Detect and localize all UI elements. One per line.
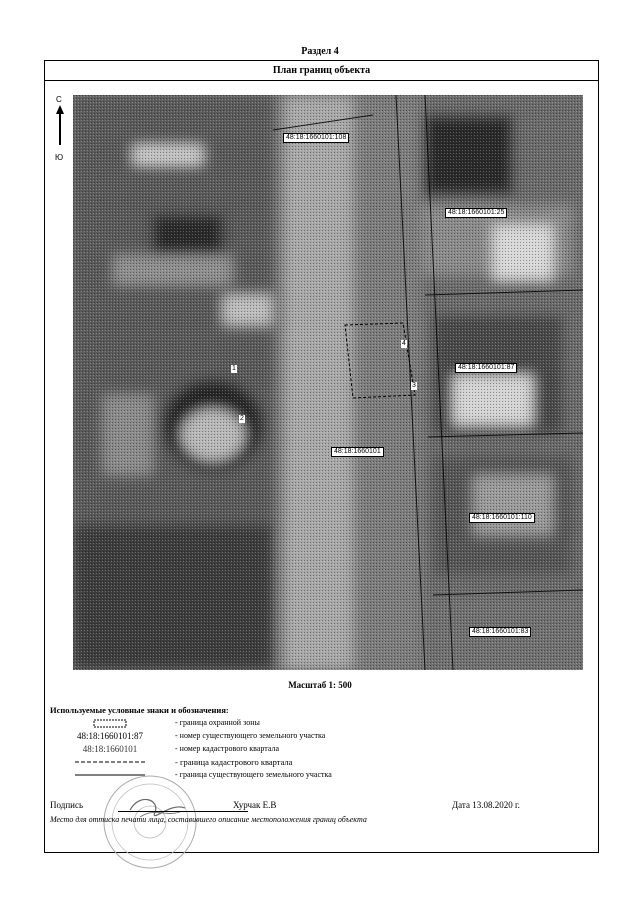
signature-line <box>118 811 248 812</box>
point-number: 1 <box>232 365 236 372</box>
plan-title: План границ объекта <box>44 60 599 81</box>
south-letter: Ю <box>55 153 64 162</box>
legend-desc: - граница кадастрового квартала <box>175 757 293 767</box>
north-arrow-icon <box>50 95 70 170</box>
signature-row <box>50 800 590 814</box>
parcel-label: 48:18:1660101:108 <box>283 133 349 143</box>
legend-title: Используемые условные знаки и обозначения: <box>50 705 229 715</box>
signature-label: Подпись <box>50 800 84 810</box>
legend-desc: - граница существующего земельного участка <box>175 770 332 779</box>
legend-item-protected-zone <box>50 718 590 729</box>
signature-date: Дата 13.08.2020 г. <box>452 800 520 810</box>
dashed-rect-icon <box>93 719 127 728</box>
legend-item-quarter-boundary <box>50 757 590 768</box>
north-letter: С <box>56 95 62 104</box>
scale-text: Масштаб 1: 500 <box>288 680 352 690</box>
point-number: 2 <box>240 415 244 422</box>
signer-name: Хурчак Е.В <box>233 800 277 810</box>
quarter-label: 48:18:1660101 <box>331 447 384 457</box>
legend-desc: - граница охранной зоны <box>175 718 260 727</box>
point-number: 3 <box>412 382 416 389</box>
legend-sample: 48:18:1660101:87 <box>76 731 143 741</box>
satellite-image <box>73 95 583 670</box>
point-number: 4 <box>402 340 406 347</box>
parcel-label: 48:18:1660101:87 <box>455 363 517 373</box>
stamp-note: Место для оттиска печати лица, составившего описание местоположения границ объекта <box>50 815 367 824</box>
legend-sample: 48:18:1660101 <box>82 744 138 754</box>
parcel-label: 48:18:1660101:25 <box>445 208 507 218</box>
cadastral-map <box>73 95 583 670</box>
legend-desc: - номер существующего земельного участка <box>175 731 326 740</box>
legend-sample <box>50 718 170 729</box>
parcel-label: 48:18:1660101:83 <box>469 627 531 637</box>
section-title: Раздел 4 <box>301 46 339 57</box>
parcel-label: 48:18:1660101:110 <box>469 513 535 523</box>
legend-sample <box>50 757 170 768</box>
quarter-boundary-line-icon <box>75 757 145 766</box>
legend-item-parcel-number <box>50 731 590 742</box>
legend-item-quarter-number <box>50 744 590 755</box>
legend-desc: - номер кадастрового квартала <box>175 744 280 753</box>
